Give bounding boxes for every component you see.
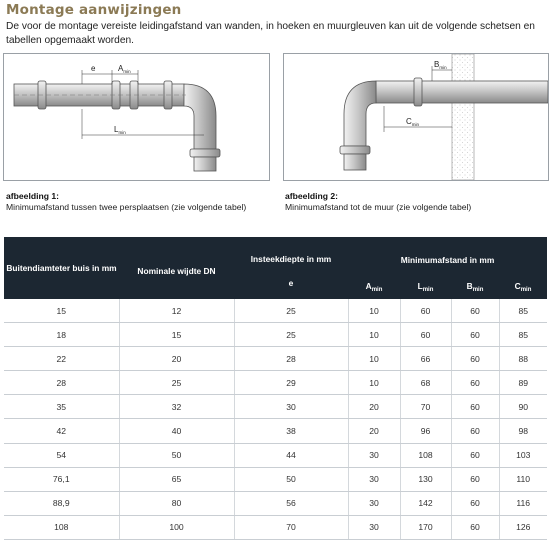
table-cell: 10 <box>348 299 400 323</box>
table-row <box>4 299 547 323</box>
col-header-e: e <box>234 267 348 299</box>
table-cell: 20 <box>119 347 234 371</box>
col-header-diameter: Buitendiamteter buis in mm <box>4 237 119 299</box>
table-cell: 66 <box>400 347 451 371</box>
table-cell: 12 <box>119 299 234 323</box>
table-cell: 96 <box>400 419 451 443</box>
table-cell: 20 <box>348 395 400 419</box>
label-c: $C_{min}$ <box>406 117 420 127</box>
table-cell: 10 <box>348 323 400 347</box>
label-a: $A_{min}$ <box>118 64 131 74</box>
table-cell: 170 <box>400 515 451 539</box>
table-cell: 30 <box>348 515 400 539</box>
table-cell: 60 <box>400 323 451 347</box>
table-cell: 28 <box>234 347 348 371</box>
table-cell: 18 <box>4 323 119 347</box>
table-cell: 60 <box>451 419 499 443</box>
table-cell: 98 <box>499 419 547 443</box>
col-header-min-distance: Minimumafstand in mm <box>348 237 547 267</box>
table-cell: 38 <box>234 419 348 443</box>
table-cell: 76,1 <box>4 467 119 491</box>
table-cell: 88,9 <box>4 491 119 515</box>
figure-2-caption <box>285 191 471 213</box>
figure-1-caption-title: afbeelding 1: <box>6 191 60 201</box>
table-cell: 88 <box>499 347 547 371</box>
table-cell: 130 <box>400 467 451 491</box>
table-body <box>4 299 547 539</box>
table-cell: 35 <box>4 395 119 419</box>
pipe-wall-sketch-2 <box>284 54 548 180</box>
col-header-insertion-depth: Insteekdiepte in mm <box>234 237 348 267</box>
table-cell: 30 <box>348 491 400 515</box>
table-row <box>4 419 547 443</box>
table-cell: 60 <box>451 467 499 491</box>
table-cell: 30 <box>234 395 348 419</box>
table-row <box>4 347 547 371</box>
table-cell: 89 <box>499 371 547 395</box>
page-title: Montage aanwijzingen <box>6 2 182 18</box>
table-row <box>4 371 547 395</box>
figure-2-diagram <box>283 53 549 181</box>
table-cell: 50 <box>119 443 234 467</box>
table-cell: 103 <box>499 443 547 467</box>
table-cell: 25 <box>234 299 348 323</box>
table-cell: 108 <box>4 515 119 539</box>
table-cell: 10 <box>348 371 400 395</box>
col-header-amin: $A_{min}$ <box>348 267 400 299</box>
table-cell: 25 <box>119 371 234 395</box>
table-cell: 40 <box>119 419 234 443</box>
pipe-elbow-sketch-1 <box>4 54 269 180</box>
table-cell: 60 <box>451 371 499 395</box>
figure-2-caption-title: afbeelding 2: <box>285 191 339 201</box>
col-header-bmin: $B_{min}$ <box>451 267 499 299</box>
table-cell: 85 <box>499 323 547 347</box>
table-cell: 70 <box>234 515 348 539</box>
table-cell: 60 <box>451 299 499 323</box>
label-b: $B_{min}$ <box>434 60 447 70</box>
table-row <box>4 395 547 419</box>
table-cell: 60 <box>451 491 499 515</box>
table-cell: 68 <box>400 371 451 395</box>
table-cell: 142 <box>400 491 451 515</box>
table-cell: 32 <box>119 395 234 419</box>
label-e: e <box>91 64 96 73</box>
table-cell: 28 <box>4 371 119 395</box>
table-cell: 15 <box>119 323 234 347</box>
table-cell: 60 <box>451 323 499 347</box>
table-cell: 42 <box>4 419 119 443</box>
table-cell: 22 <box>4 347 119 371</box>
figure-1-caption-text: Minimumafstand tussen twee persplaatsen (zie volgende tabel) <box>6 202 247 212</box>
figure-2-caption-text: Minimumafstand tot de muur (zie volgende tabel) <box>285 202 472 212</box>
table-cell: 60 <box>451 395 499 419</box>
table-cell: 15 <box>4 299 119 323</box>
table-cell: 60 <box>451 443 499 467</box>
table-cell: 30 <box>348 443 400 467</box>
table-cell: 60 <box>451 347 499 371</box>
table-row <box>4 443 547 467</box>
col-header-dn: Nominale wijdte DN <box>119 237 234 299</box>
table-cell: 110 <box>499 467 547 491</box>
table-cell: 70 <box>400 395 451 419</box>
table-cell: 44 <box>234 443 348 467</box>
table-row <box>4 323 547 347</box>
table-cell: 56 <box>234 491 348 515</box>
intro-text: De voor de montage vereiste leidingafstand van wanden, in hoeken en muurgleuven kan uit de volgende schetsen en tabellen opgemaakt worden. <box>6 21 535 46</box>
table-row <box>4 467 547 491</box>
table-cell: 30 <box>348 467 400 491</box>
table-cell: 90 <box>499 395 547 419</box>
table-cell: 60 <box>451 515 499 539</box>
table-cell: 116 <box>499 491 547 515</box>
table-cell: 50 <box>234 467 348 491</box>
col-header-cmin: $C_{min}$ <box>499 267 547 299</box>
label-l: $L_{min}$ <box>114 125 126 135</box>
table-cell: 54 <box>4 443 119 467</box>
table-cell: 60 <box>400 299 451 323</box>
table-row <box>4 515 547 539</box>
pipe-distance-table <box>4 237 547 540</box>
table-cell: 80 <box>119 491 234 515</box>
table-cell: 10 <box>348 347 400 371</box>
table-cell: 29 <box>234 371 348 395</box>
table-cell: 20 <box>348 419 400 443</box>
col-header-lmin: $L_{min}$ <box>400 267 451 299</box>
table-row <box>4 491 547 515</box>
table-cell: 100 <box>119 515 234 539</box>
figure-1-diagram <box>3 53 270 181</box>
table-cell: 126 <box>499 515 547 539</box>
table-cell: 85 <box>499 299 547 323</box>
table-cell: 65 <box>119 467 234 491</box>
table-cell: 25 <box>234 323 348 347</box>
table-cell: 108 <box>400 443 451 467</box>
figure-1-caption <box>6 191 246 213</box>
